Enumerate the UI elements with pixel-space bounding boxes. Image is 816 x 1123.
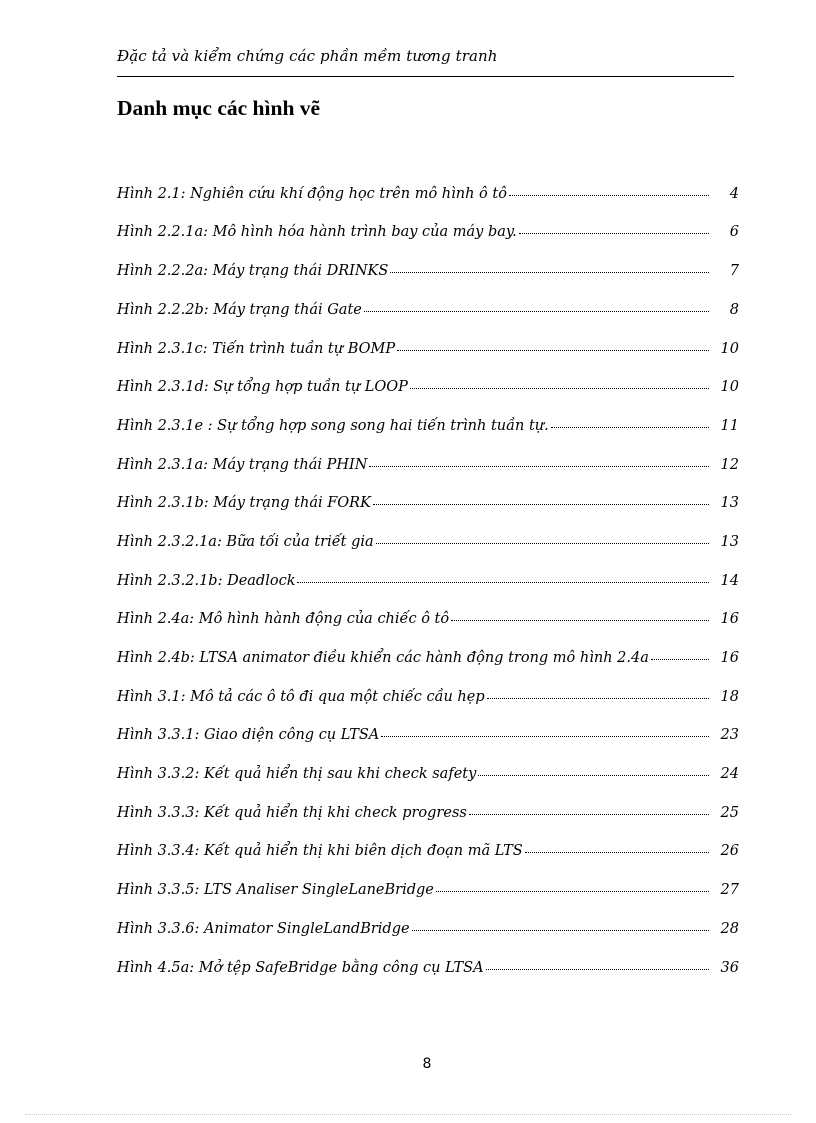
running-header: Đặc tả và kiểm chứng các phần mềm tương tranh xyxy=(117,47,498,65)
toc-entry-page: 4 xyxy=(729,185,739,202)
toc-entry-page: 18 xyxy=(720,688,739,705)
toc-entry[interactable] xyxy=(117,183,739,222)
toc-entry-page: 14 xyxy=(720,572,739,589)
toc-entry-label: Hình 2.3.1e : Sự tổng hợp song song hai tiến trình tuần tự. xyxy=(117,417,549,434)
toc-entry[interactable] xyxy=(117,299,739,338)
toc-entry[interactable] xyxy=(117,260,739,299)
toc-entry-label: Hình 2.3.1a: Máy trạng thái PHIN xyxy=(117,456,368,473)
toc-entry-label: Hình 2.1: Nghiên cứu khí động học trên mô hình ô tô xyxy=(117,185,507,202)
dot-leader xyxy=(381,723,709,738)
dot-leader xyxy=(519,220,709,235)
toc-entry-page: 11 xyxy=(720,417,739,434)
toc-entry-label: Hình 3.3.1: Giao diện công cụ LTSA xyxy=(117,727,380,744)
page-number: 8 xyxy=(422,1056,432,1072)
toc-entry-label: Hình 3.3.4: Kết quả hiển thị khi biên dịch đoạn mã LTS xyxy=(117,843,523,860)
toc-entry-page: 6 xyxy=(729,224,739,241)
toc-entry-page: 28 xyxy=(720,920,739,937)
toc-entry-label: Hình 3.3.3: Kết quả hiển thị khi check progress xyxy=(117,804,467,821)
toc-entry[interactable] xyxy=(117,879,739,918)
toc-entry[interactable] xyxy=(117,609,739,648)
toc-entry-label: Hình 2.3.2.1a: Bữa tối của triết gia xyxy=(117,533,374,550)
dot-leader xyxy=(297,568,709,583)
toc-entry[interactable] xyxy=(117,802,739,841)
toc-entry[interactable] xyxy=(117,454,739,493)
dot-leader xyxy=(651,645,709,660)
toc-entry-page: 10 xyxy=(720,340,739,357)
toc-entry-label: Hình 2.2.2a: Máy trạng thái DRINKS xyxy=(117,263,389,280)
toc-entry-label: Hình 2.4a: Mô hình hành động của chiếc ô tô xyxy=(117,611,450,628)
toc-entry-page: 10 xyxy=(720,379,739,396)
dot-leader xyxy=(412,916,709,931)
toc-entry[interactable] xyxy=(117,415,739,454)
toc-entry[interactable] xyxy=(117,338,739,377)
dot-leader xyxy=(486,955,709,970)
toc-entry-label: Hình 3.3.2: Kết quả hiển thị sau khi check safety xyxy=(117,766,477,783)
dot-leader xyxy=(436,877,709,892)
toc-entry-label: Hình 3.3.5: LTS Analiser SingleLaneBridge xyxy=(117,882,434,899)
dot-leader xyxy=(369,452,709,467)
toc-entry-page: 7 xyxy=(729,263,739,280)
toc-entry-page: 16 xyxy=(720,650,739,667)
toc-entry[interactable] xyxy=(117,493,739,532)
toc-entry-label: Hình 2.3.1b: Máy trạng thái FORK xyxy=(117,495,371,512)
toc-entry-page: 12 xyxy=(720,456,739,473)
toc-entry-label: Hình 2.3.2.1b: Deadlock xyxy=(117,572,296,589)
dot-leader xyxy=(525,839,709,854)
toc-entry[interactable] xyxy=(117,957,739,996)
dot-leader xyxy=(410,374,709,389)
toc-entry-page: 27 xyxy=(720,882,739,899)
dot-leader xyxy=(364,297,709,312)
bottom-dotted-border xyxy=(25,1114,791,1115)
toc-entry-page: 13 xyxy=(720,533,739,550)
dot-leader xyxy=(469,800,709,815)
toc-entry-page: 36 xyxy=(720,959,739,976)
toc-entry[interactable] xyxy=(117,725,739,764)
toc-entry-page: 16 xyxy=(720,611,739,628)
dot-leader xyxy=(509,181,709,196)
toc-entry-label: Hình 2.3.1c: Tiến trình tuần tự BOMP xyxy=(117,340,396,357)
toc-entry[interactable] xyxy=(117,841,739,880)
page-heading: Danh mục các hình vẽ xyxy=(117,96,321,120)
dot-leader xyxy=(397,336,709,351)
toc-entry-page: 23 xyxy=(720,727,739,744)
dot-leader xyxy=(451,607,709,622)
toc-entry-label: Hình 2.3.1d: Sự tổng hợp tuần tự LOOP xyxy=(117,379,408,396)
toc-entry-page: 24 xyxy=(720,766,739,783)
toc-entry-label: Hình 2.2.2b: Máy trạng thái Gate xyxy=(117,301,362,318)
dot-leader xyxy=(551,413,709,428)
toc-entry-label: Hình 2.4b: LTSA animator điều khiển các hành động trong mô hình 2.4a xyxy=(117,650,649,667)
toc-entry[interactable] xyxy=(117,763,739,802)
toc-entry[interactable] xyxy=(117,570,739,609)
toc-entry-page: 25 xyxy=(720,804,739,821)
dot-leader xyxy=(487,684,709,699)
dot-leader xyxy=(390,258,709,273)
dot-leader xyxy=(373,491,709,506)
toc-entry[interactable] xyxy=(117,376,739,415)
header-rule xyxy=(117,76,734,77)
toc-entry[interactable] xyxy=(117,686,739,725)
toc-entry[interactable] xyxy=(117,918,739,957)
toc-entry-label: Hình 4.5a: Mở tệp SafeBridge bằng công cụ LTSA xyxy=(117,959,484,976)
toc-entry-label: Hình 2.2.1a: Mô hình hóa hành trình bay của máy bay. xyxy=(117,224,517,241)
dot-leader xyxy=(478,761,709,776)
toc-entry[interactable] xyxy=(117,531,739,570)
toc-entry-page: 13 xyxy=(720,495,739,512)
figure-list xyxy=(117,183,739,995)
toc-entry[interactable] xyxy=(117,222,739,261)
toc-entry[interactable] xyxy=(117,647,739,686)
toc-entry-page: 26 xyxy=(720,843,739,860)
toc-entry-label: Hình 3.3.6: Animator SingleLandBridge xyxy=(117,920,410,937)
dot-leader xyxy=(376,529,709,544)
toc-entry-label: Hình 3.1: Mô tả các ô tô đi qua một chiếc cầu hẹp xyxy=(117,688,485,705)
toc-entry-page: 8 xyxy=(729,301,739,318)
